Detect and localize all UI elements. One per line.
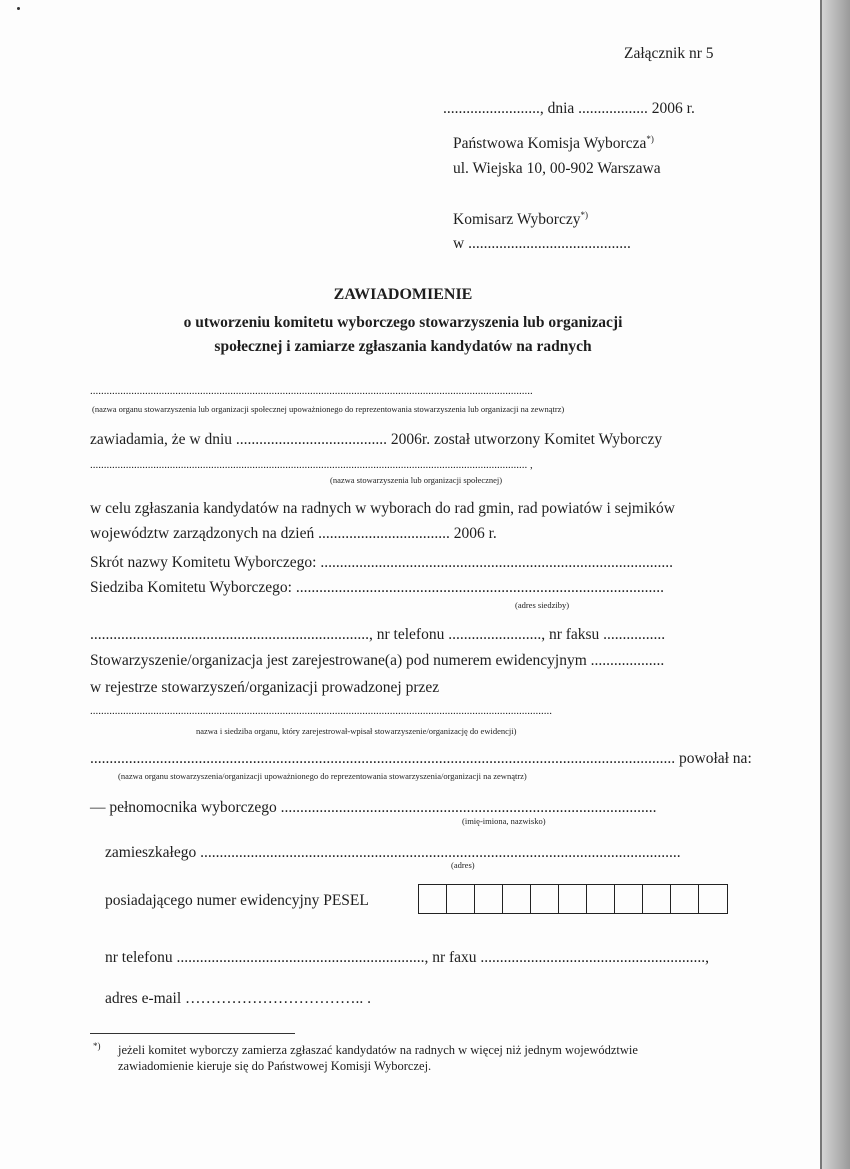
appointing-organ-field[interactable]: ....................................................................................................................................................... powołał na: xyxy=(90,750,752,767)
pesel-digit-box[interactable] xyxy=(559,885,587,913)
scan-dot xyxy=(17,7,20,10)
short-name-field[interactable]: Skrót nazwy Komitetu Wyborczego: ........................................................................................... xyxy=(90,554,673,571)
pkw-address: ul. Wiejska 10, 00-902 Warszawa xyxy=(453,160,661,177)
residence-field[interactable]: zamieszkałego ............................................................................................................................ xyxy=(105,844,681,861)
proxy-email-field[interactable]: adres e-mail …………………………….. . xyxy=(105,990,372,1007)
commissioner-location-field[interactable]: w .......................................... xyxy=(453,235,631,252)
footnote-ref: *) xyxy=(580,209,588,220)
pesel-digit-box[interactable] xyxy=(671,885,699,913)
pesel-digit-box[interactable] xyxy=(699,885,727,913)
proxy-name-field[interactable]: — pełnomocnika wyborczego ................................................................................................. xyxy=(90,799,657,816)
document-subtitle-line1: o utworzeniu komitetu wyborczego stowarzyszenia lub organizacji xyxy=(183,314,623,331)
footnote-line1: jeżeli komitet wyborczy zamierza zgłaszać kandydatów na radnych w więcej niż jednym województwie xyxy=(118,1043,638,1057)
pesel-digit-box[interactable] xyxy=(475,885,503,913)
scan-edge xyxy=(822,0,850,1169)
attachment-label: Załącznik nr 5 xyxy=(624,45,714,62)
document-title: ZAWIADOMIENIE xyxy=(333,286,473,303)
purpose-line2: województw zarządzonych na dzień .................................. 2006 r. xyxy=(90,525,497,542)
seat-caption: (adres siedziby) xyxy=(515,600,570,610)
pesel-digit-box[interactable] xyxy=(503,885,531,913)
register-organ-caption: nazwa i siedziba organu, który zarejestrował-wpisał stowarzyszenie/organizację do ewidencji) xyxy=(196,726,517,736)
residence-caption: (adres) xyxy=(451,860,475,870)
organ-name-caption: (nazwa organu stowarzyszenia lub organizacji społecznej upoważnionego do reprezentowania stowarzyszenia lub organizacji na zewnątrz) xyxy=(92,404,565,414)
pkw-name: Państwowa Komisja Wyborcza*) xyxy=(453,133,654,152)
document-subtitle-line2: społecznej i zamiarze zgłaszania kandydatów na radnych xyxy=(214,338,592,355)
organization-name-field[interactable]: ............................................................................................................................................................... , xyxy=(90,459,533,471)
footnote-line2: zawiadomienie kieruje się do Państwowej Komisji Wyborczej. xyxy=(118,1059,432,1073)
registration-number-field[interactable]: Stowarzyszenie/organizacja jest zarejestrowane(a) pod numerem ewidencyjnym ................... xyxy=(90,652,665,669)
register-organ-field[interactable]: ........................................................................................................................................................................ xyxy=(90,705,552,717)
notify-line: zawiadamia, że w dniu ....................................... 2006r. został utworzony Komitet Wyborczy xyxy=(90,431,663,448)
purpose-line1: w celu zgłaszania kandydatów na radnych w wyborach do rad gmin, rad powiatów i sejmików xyxy=(90,500,675,517)
pesel-input-boxes[interactable] xyxy=(418,884,728,914)
organization-name-caption: (nazwa stowarzyszenia lub organizacji społecznej) xyxy=(330,475,503,485)
footnote-mark: *) xyxy=(93,1041,101,1051)
pesel-digit-box[interactable] xyxy=(419,885,447,913)
proxy-name-caption: (imię-imiona, nazwisko) xyxy=(462,816,546,826)
footnote-divider xyxy=(90,1033,295,1034)
pesel-digit-box[interactable] xyxy=(587,885,615,913)
pesel-label: posiadającego numer ewidencyjny PESEL xyxy=(105,892,369,909)
register-by-label: w rejestrze stowarzyszeń/organizacji prowadzonej przez xyxy=(90,679,440,696)
proxy-phone-fax-field[interactable]: nr telefonu ................................................................, nr faxu .........................................................., xyxy=(105,949,710,966)
pesel-digit-box[interactable] xyxy=(643,885,671,913)
pesel-digit-box[interactable] xyxy=(615,885,643,913)
appointing-organ-caption: (nazwa organu stowarzyszenia/organizacji upoważnionego do reprezentowania stowarzyszenia/organizacji na zewnątrz) xyxy=(118,771,527,781)
scan-edge-line xyxy=(820,0,822,1169)
seat-field[interactable]: Siedziba Komitetu Wyborczego: ............................................................................................... xyxy=(90,579,664,596)
pesel-digit-box[interactable] xyxy=(447,885,475,913)
phone-fax-field[interactable]: ........................................................................, nr telefonu ........................, nr faksu ................ xyxy=(90,626,666,643)
commissioner-label: Komisarz Wyborczy*) xyxy=(453,209,588,228)
footnote-ref: *) xyxy=(646,133,654,144)
pesel-digit-box[interactable] xyxy=(531,885,559,913)
organ-name-field[interactable]: ................................................................................................................................................................. xyxy=(90,385,533,397)
date-line: ........................., dnia .................. 2006 r. xyxy=(443,100,695,117)
